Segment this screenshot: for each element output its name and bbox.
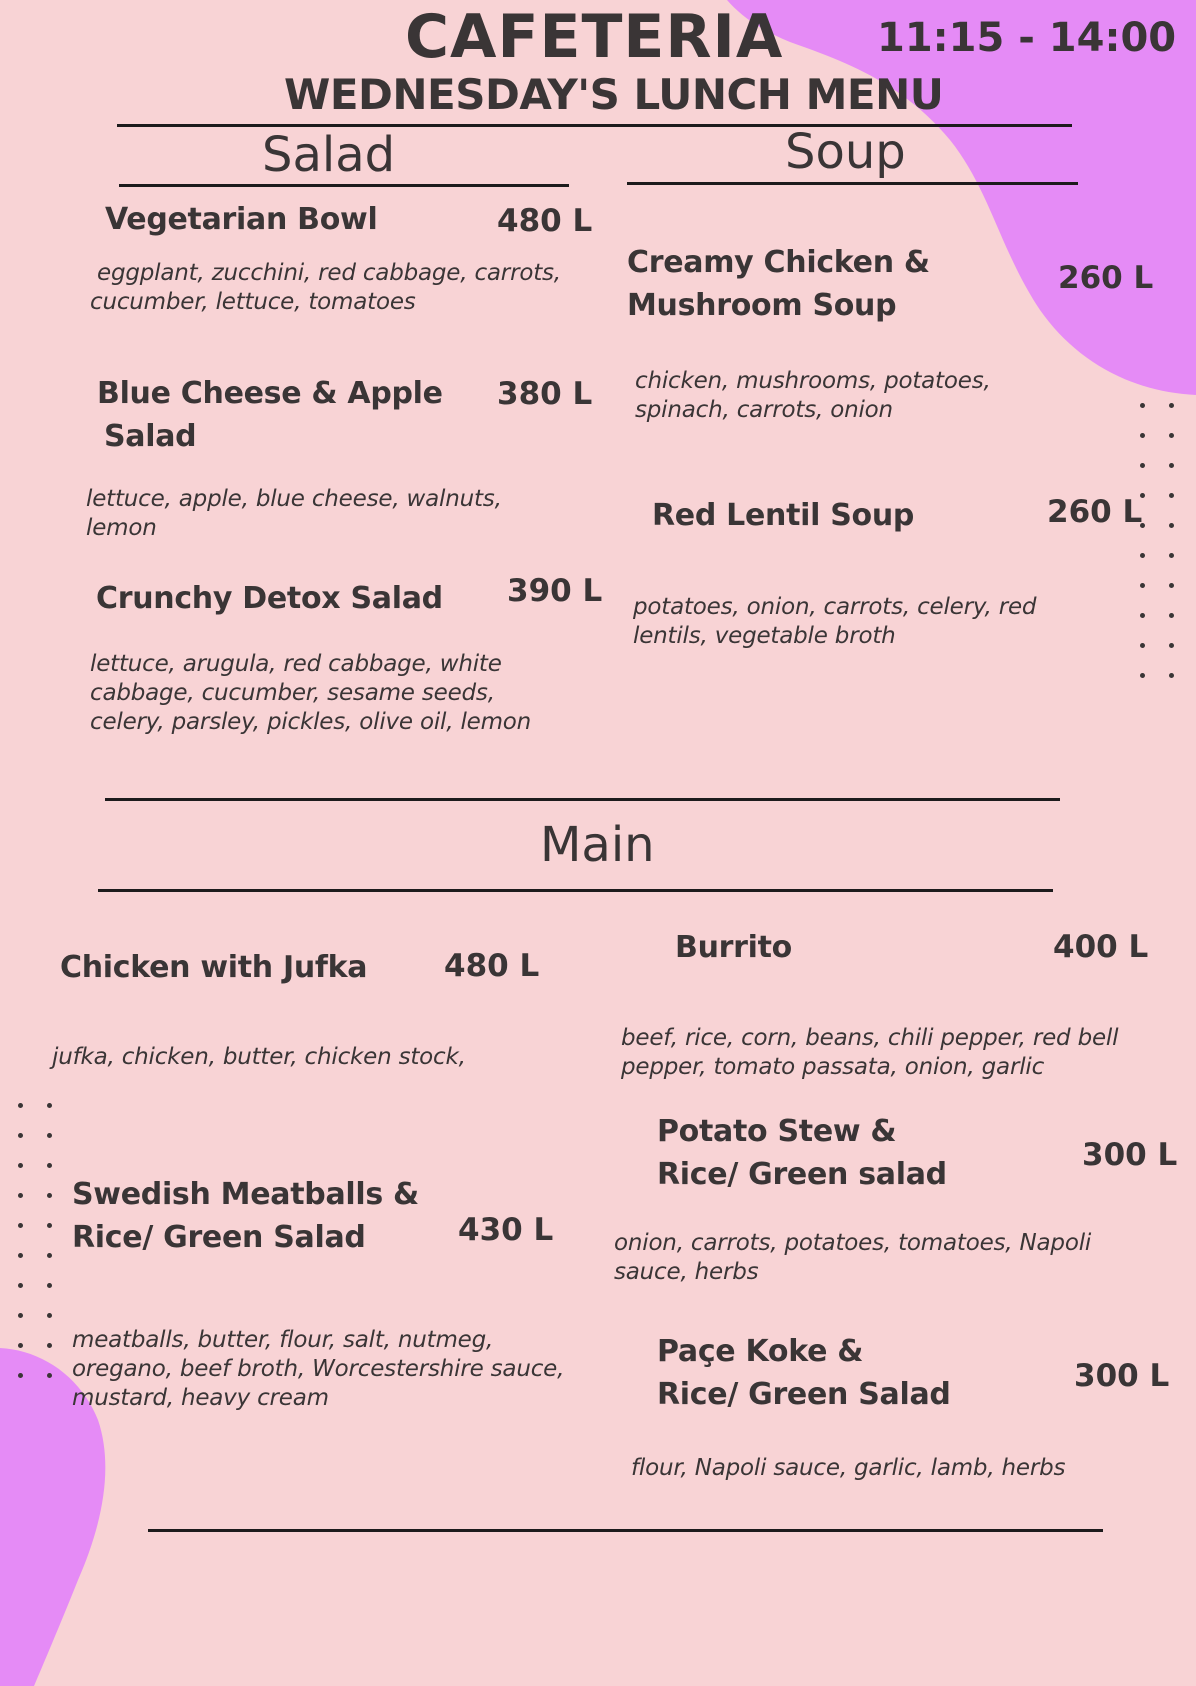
menu-item-name: Chicken with Jufka: [60, 950, 368, 985]
menu-item-price: 260 L: [1047, 494, 1143, 530]
menu-item-price: 300 L: [1074, 1358, 1170, 1394]
menu-item-name: Swedish Meatballs & Rice/ Green Salad: [72, 1177, 419, 1255]
menu-item-name: Burrito: [675, 930, 792, 965]
soup-rule: [627, 182, 1078, 185]
section-title-salad: Salad: [262, 127, 396, 183]
menu-item-name: Creamy Chicken & Mushroom Soup: [627, 245, 930, 323]
menu-item-description: jufka, chicken, butter, chicken stock,: [52, 1044, 466, 1070]
header-rule: [117, 124, 1072, 127]
menu-item-price: 390 L: [507, 573, 603, 609]
menu-item-price: 480 L: [444, 948, 540, 984]
menu-item-description: potatoes, onion, carrots, celery, red lentils, vegetable broth: [633, 594, 1037, 649]
menu-item-price: 260 L: [1058, 260, 1154, 296]
section-title-main: Main: [540, 817, 655, 873]
menu-item-name: Red Lentil Soup: [652, 498, 915, 533]
opening-hours: 11:15 - 14:00: [877, 15, 1177, 61]
menu-item-name: Paçe Koke & Rice/ Green Salad: [657, 1334, 951, 1412]
menu-item-price: 300 L: [1082, 1137, 1178, 1173]
menu-item-description: eggplant, zucchini, red cabbage, carrots, cucumber, lettuce, tomatoes: [90, 260, 561, 315]
menu-item-description: lettuce, apple, blue cheese, walnuts, lemon: [86, 486, 502, 541]
menu-item-description: meatballs, butter, flour, salt, nutmeg, oregano, beef broth, Worcestershire sauce, mustard, heavy cream: [72, 1327, 565, 1411]
menu-item-description: chicken, mushrooms, potatoes, spinach, carrots, onion: [635, 368, 991, 423]
menu-item-description: beef, rice, corn, beans, chili pepper, red bell pepper, tomato passata, onion, garlic: [621, 1025, 1119, 1080]
section-title-soup: Soup: [785, 124, 906, 180]
main-top-rule: [105, 798, 1060, 801]
menu-item-name: Blue Cheese & Apple Salad: [97, 376, 443, 454]
menu-item-name: Vegetarian Bowl: [105, 202, 378, 237]
menu-item-price: 430 L: [458, 1212, 554, 1248]
footer-rule: [148, 1529, 1103, 1532]
menu-item-price: 480 L: [497, 203, 593, 239]
menu-item-description: lettuce, arugula, red cabbage, white cabbage, cucumber, sesame seeds, celery, parsley, pickles, olive oil, lemon: [90, 651, 532, 735]
dot-grid-left: [18, 1103, 52, 1378]
menu-item-name: Potato Stew & Rice/ Green salad: [657, 1114, 947, 1192]
dot-grid-right: [1140, 403, 1174, 678]
menu-item-price: 380 L: [497, 376, 593, 412]
menu-item-description: flour, Napoli sauce, garlic, lamb, herbs: [631, 1455, 1066, 1481]
menu-subtitle: WEDNESDAY'S LUNCH MENU: [284, 70, 944, 119]
menu-item-description: onion, carrots, potatoes, tomatoes, Napoli sauce, herbs: [614, 1230, 1092, 1285]
menu-item-price: 400 L: [1053, 929, 1149, 965]
cafeteria-title: CAFETERIA: [405, 2, 784, 72]
menu-item-name: Crunchy Detox Salad: [96, 581, 443, 616]
salad-rule: [119, 184, 569, 187]
main-bottom-rule: [98, 889, 1053, 892]
